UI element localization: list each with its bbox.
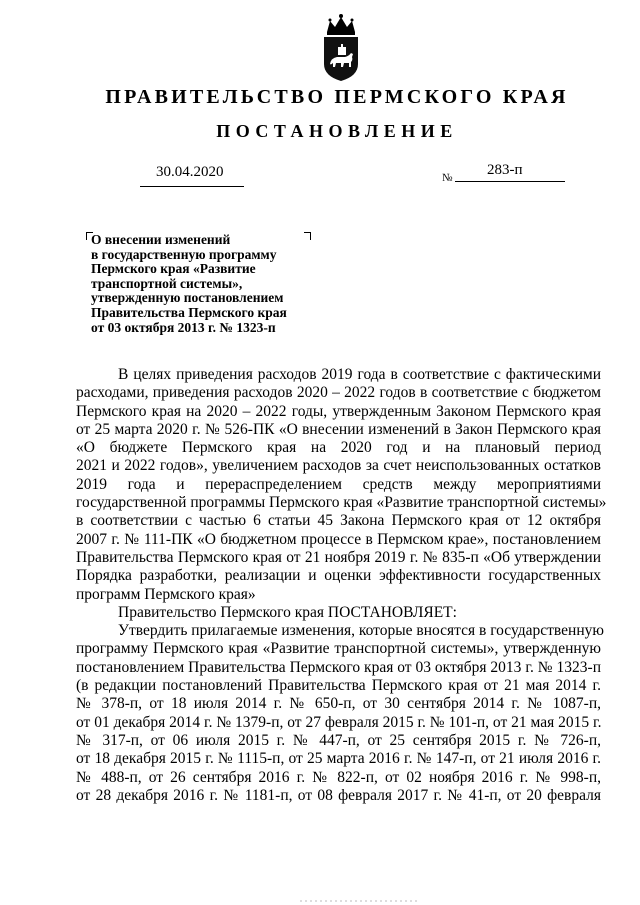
subject-line: в государственную программу [91,246,277,262]
body-line: от 28 декабря 2016 г. № 1181-п, от 08 февраля 2017 г. № 41-п, от 20 февраля [76,786,601,804]
body-line: 2021 и 2022 годов», увеличением расходов за счет неиспользованных остатков [76,457,601,475]
resolves-line: Правительство Пермского края ПОСТАНОВЛЯЕТ: [118,603,457,621]
subject-line: утвержденную постановлением [91,290,284,306]
body-line: В целях приведения расходов 2019 года в соответствие с фактическими [118,366,601,383]
body-line: № 488-п, от 26 сентября 2016 г. № 822-п, от 02 ноября 2016 г. № 998-п, [76,768,601,786]
subject-line: транспортной системы», [91,275,243,291]
scan-edge-artifact [0,897,640,905]
body-line: № 378-п, от 18 июля 2014 г. № 650-п, от 30 сентября 2014 г. № 1087-п, [76,695,601,713]
preamble-paragraph [76,366,607,604]
body-line: 2019 года и перераспределением средств между мероприятиями [76,475,601,493]
body-line: от 01 декабря 2014 г. № 1379-п, от 27 февраля 2015 г. № 101-п, от 21 мая 2015 г. [76,713,602,731]
document-type-title: ПОСТАНОВЛЕНИЕ [216,121,458,141]
perm-krai-coat-of-arms-icon [318,12,364,82]
body-line: программ Пермского края» [76,585,256,603]
body-line: государственной программы Пермского края «Развитие транспортной системы» [76,494,607,512]
document-date: 30.04.2020 [156,164,224,180]
body-line: от 25 марта 2020 г. № 526-ПК «О внесении изменений в Закон Пермского края [76,420,601,438]
body-line: в соответствии с частью 6 статьи 45 Закона Пермского края от 12 октября [76,512,601,530]
subject-line: от 03 октября 2013 г. № 1323-п [91,319,276,335]
body-line: Порядка разработки, реализации и оценки эффективности государственных [76,567,601,585]
body-line: расходами, приведения расходов 2020 – 2022 годов в соответствие с бюджетом [76,384,601,402]
organization-title: ПРАВИТЕЛЬСТВО ПЕРМСКОГО КРАЯ [105,86,569,108]
body-line: программу Пермского края «Развитие транспортной системы», утвержденную [76,640,601,658]
document-number: 283-п [487,162,523,178]
subject-line: Пермского края «Развитие [91,261,256,277]
subject-line: О внесении изменений [91,232,231,247]
date-field [140,164,244,187]
number-sign: № [442,172,453,184]
body-line: от 18 декабря 2015 г. № 1115-п, от 25 марта 2016 г. № 147-п, от 21 июля 2016 г. [76,750,601,768]
body-line: постановлением Правительства Пермского края от 03 октября 2013 г. № 1323-п [76,658,601,676]
number-field [455,164,565,182]
body-line: № 317-п, от 06 июля 2015 г. № 447-п, от 25 сентября 2015 г. № 726-п, [76,731,601,749]
body-line: 2007 г. № 111-ПК «О бюджетном процессе в Пермском крае», постановлением [76,530,601,548]
body-line: Пермского края на 2020 – 2022 годы, утвержденным Законом Пермского края [76,402,601,420]
body-line: (в редакции постановлений Правительства Пермского края от 21 мая 2014 г. [76,677,601,695]
document-subject [91,233,321,335]
document-body [76,366,607,805]
body-line: Утвердить прилагаемые изменения, которые вносятся в государственную [118,622,604,640]
resolution-paragraph [76,604,601,622]
item-1-paragraph [76,622,604,805]
subject-line: Правительства Пермского края [91,304,287,320]
body-line: Правительства Пермского края от 21 ноября 2019 г. № 835-п «Об утверждении [76,548,601,566]
body-line: «О бюджете Пермского края на 2020 год и на плановый период [76,439,601,457]
